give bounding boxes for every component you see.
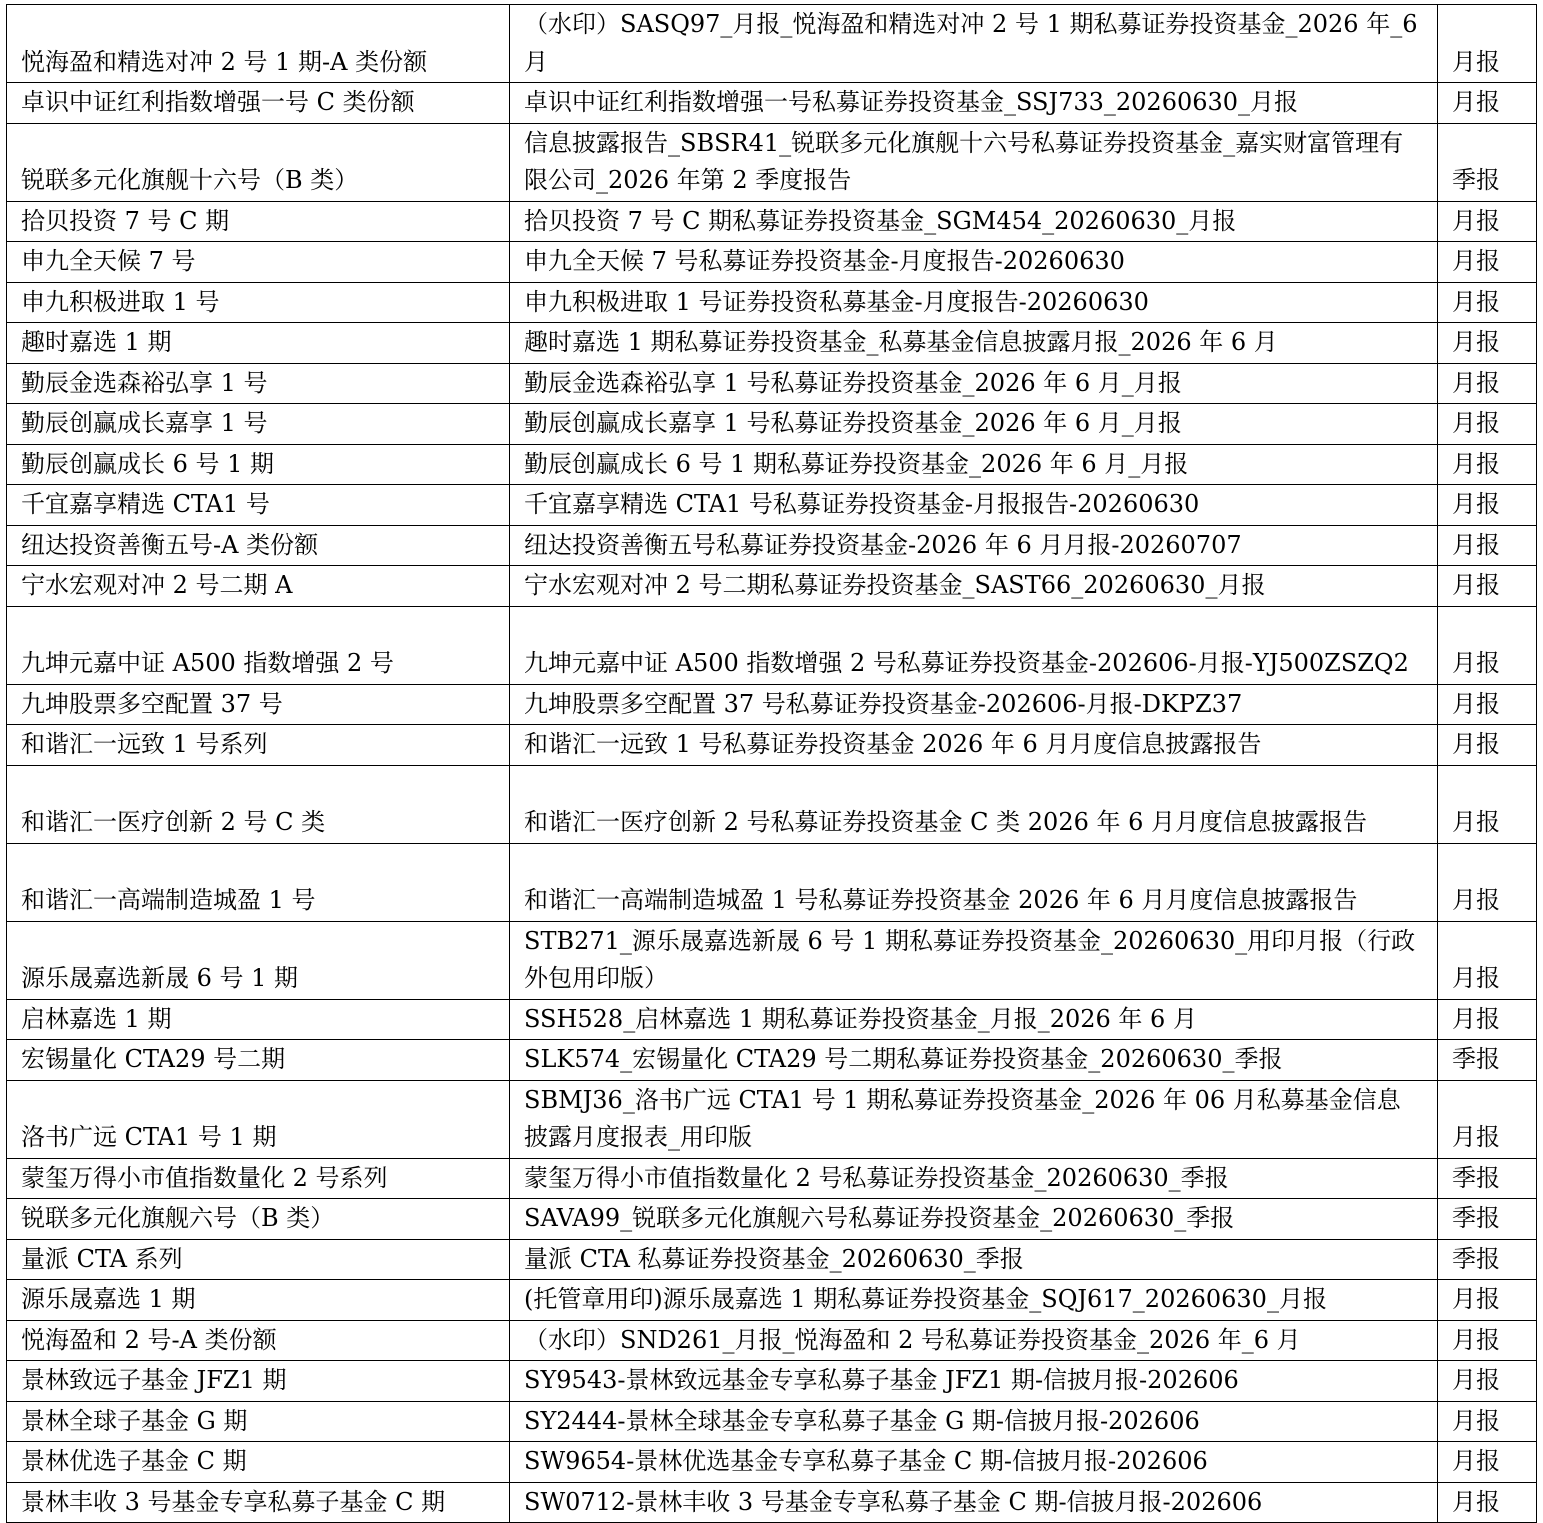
report-file-cell: 拾贝投资 7 号 C 期私募证券投资基金_SGM454_20260630_月报 xyxy=(510,201,1438,242)
report-type-cell: 月报 xyxy=(1438,566,1537,607)
report-file-cell: 卓识中证红利指数增强一号私募证券投资基金_SSJ733_20260630_月报 xyxy=(510,83,1438,124)
report-type-cell: 季报 xyxy=(1438,1158,1537,1199)
report-type-cell: 季报 xyxy=(1438,1239,1537,1280)
table-row xyxy=(7,404,1537,445)
report-file-cell: SSH528_启林嘉选 1 期私募证券投资基金_月报_2026 年 6 月 xyxy=(510,999,1438,1040)
table-row xyxy=(7,1199,1537,1240)
report-type-cell: 月报 xyxy=(1438,242,1537,283)
fund-name-cell: 景林丰收 3 号基金专享私募子基金 C 期 xyxy=(7,1482,510,1523)
report-table xyxy=(6,4,1537,1523)
report-file-cell: SY2444-景林全球基金专享私募子基金 G 期-信披月报-202606 xyxy=(510,1401,1438,1442)
table-row xyxy=(7,1442,1537,1483)
report-file-cell: 信息披露报告_SBSR41_锐联多元化旗舰十六号私募证券投资基金_嘉实财富管理有限公司_2026 年第 2 季度报告 xyxy=(510,123,1438,201)
table-row xyxy=(7,1040,1537,1081)
report-file-cell: SW0712-景林丰收 3 号基金专享私募子基金 C 期-信披月报-202606 xyxy=(510,1482,1438,1523)
fund-name-cell: 拾贝投资 7 号 C 期 xyxy=(7,201,510,242)
table-row xyxy=(7,123,1537,201)
fund-name-cell: 申九积极进取 1 号 xyxy=(7,282,510,323)
fund-name-cell: 锐联多元化旗舰十六号（B 类） xyxy=(7,123,510,201)
fund-name-cell: 景林优选子基金 C 期 xyxy=(7,1442,510,1483)
report-file-cell: SW9654-景林优选基金专享私募子基金 C 期-信披月报-202606 xyxy=(510,1442,1438,1483)
table-row xyxy=(7,684,1537,725)
table-row xyxy=(7,1401,1537,1442)
report-type-cell: 月报 xyxy=(1438,765,1537,843)
report-type-cell: 月报 xyxy=(1438,684,1537,725)
fund-name-cell: 景林全球子基金 G 期 xyxy=(7,1401,510,1442)
fund-name-cell: 卓识中证红利指数增强一号 C 类份额 xyxy=(7,83,510,124)
report-file-cell: 和谐汇一远致 1 号私募证券投资基金 2026 年 6 月月度信息披露报告 xyxy=(510,725,1438,766)
table-row xyxy=(7,1080,1537,1158)
report-type-cell: 月报 xyxy=(1438,1361,1537,1402)
report-file-cell: 和谐汇一高端制造城盈 1 号私募证券投资基金 2026 年 6 月月度信息披露报告 xyxy=(510,843,1438,921)
report-type-cell: 月报 xyxy=(1438,1280,1537,1321)
fund-name-cell: 和谐汇一远致 1 号系列 xyxy=(7,725,510,766)
report-table-body xyxy=(7,5,1537,1523)
report-type-cell: 月报 xyxy=(1438,323,1537,364)
report-file-cell: （水印）SND261_月报_悦海盈和 2 号私募证券投资基金_2026 年_6 月 xyxy=(510,1320,1438,1361)
fund-name-cell: 九坤股票多空配置 37 号 xyxy=(7,684,510,725)
report-type-cell: 月报 xyxy=(1438,999,1537,1040)
report-file-cell: （水印）SASQ97_月报_悦海盈和精选对冲 2 号 1 期私募证券投资基金_2026 年_6 月 xyxy=(510,5,1438,83)
report-file-cell: 勤辰创赢成长 6 号 1 期私募证券投资基金_2026 年 6 月_月报 xyxy=(510,444,1438,485)
report-file-cell: 申九全天候 7 号私募证券投资基金-月度报告-20260630 xyxy=(510,242,1438,283)
table-row xyxy=(7,485,1537,526)
report-file-cell: 趣时嘉选 1 期私募证券投资基金_私募基金信息披露月报_2026 年 6 月 xyxy=(510,323,1438,364)
report-type-cell: 月报 xyxy=(1438,1482,1537,1523)
table-row xyxy=(7,765,1537,843)
table-row xyxy=(7,1361,1537,1402)
report-type-cell: 月报 xyxy=(1438,725,1537,766)
report-file-cell: STB271_源乐晟嘉选新晟 6 号 1 期私募证券投资基金_20260630_用印月报（行政外包用印版） xyxy=(510,921,1438,999)
report-type-cell: 月报 xyxy=(1438,201,1537,242)
report-type-cell: 月报 xyxy=(1438,921,1537,999)
fund-name-cell: 启林嘉选 1 期 xyxy=(7,999,510,1040)
report-file-cell: 千宜嘉享精选 CTA1 号私募证券投资基金-月报报告-20260630 xyxy=(510,485,1438,526)
fund-name-cell: 源乐晟嘉选 1 期 xyxy=(7,1280,510,1321)
fund-name-cell: 九坤元嘉中证 A500 指数增强 2 号 xyxy=(7,606,510,684)
table-row xyxy=(7,282,1537,323)
report-type-cell: 月报 xyxy=(1438,1320,1537,1361)
report-file-cell: SBMJ36_洛书广远 CTA1 号 1 期私募证券投资基金_2026 年 06 月私募基金信息披露月度报表_用印版 xyxy=(510,1080,1438,1158)
fund-name-cell: 量派 CTA 系列 xyxy=(7,1239,510,1280)
report-file-cell: SAVA99_锐联多元化旗舰六号私募证券投资基金_20260630_季报 xyxy=(510,1199,1438,1240)
report-file-cell: 九坤元嘉中证 A500 指数增强 2 号私募证券投资基金-202606-月报-YJ500ZSZQ2 xyxy=(510,606,1438,684)
report-file-cell: 纽达投资善衡五号私募证券投资基金-2026 年 6 月月报-20260707 xyxy=(510,525,1438,566)
fund-name-cell: 蒙玺万得小市值指数量化 2 号系列 xyxy=(7,1158,510,1199)
report-file-cell: 量派 CTA 私募证券投资基金_20260630_季报 xyxy=(510,1239,1438,1280)
fund-name-cell: 申九全天候 7 号 xyxy=(7,242,510,283)
report-type-cell: 月报 xyxy=(1438,843,1537,921)
table-row xyxy=(7,323,1537,364)
fund-name-cell: 宏锡量化 CTA29 号二期 xyxy=(7,1040,510,1081)
fund-name-cell: 锐联多元化旗舰六号（B 类） xyxy=(7,1199,510,1240)
fund-name-cell: 源乐晟嘉选新晟 6 号 1 期 xyxy=(7,921,510,999)
table-row xyxy=(7,1482,1537,1523)
report-type-cell: 月报 xyxy=(1438,1080,1537,1158)
fund-name-cell: 纽达投资善衡五号-A 类份额 xyxy=(7,525,510,566)
report-file-cell: (托管章用印)源乐晟嘉选 1 期私募证券投资基金_SQJ617_20260630_月报 xyxy=(510,1280,1438,1321)
fund-name-cell: 勤辰金选森裕弘享 1 号 xyxy=(7,363,510,404)
table-row xyxy=(7,242,1537,283)
report-type-cell: 月报 xyxy=(1438,525,1537,566)
report-file-cell: SLK574_宏锡量化 CTA29 号二期私募证券投资基金_20260630_季报 xyxy=(510,1040,1438,1081)
fund-name-cell: 和谐汇一医疗创新 2 号 C 类 xyxy=(7,765,510,843)
report-type-cell: 月报 xyxy=(1438,1401,1537,1442)
table-row xyxy=(7,525,1537,566)
fund-name-cell: 悦海盈和精选对冲 2 号 1 期-A 类份额 xyxy=(7,5,510,83)
fund-name-cell: 千宜嘉享精选 CTA1 号 xyxy=(7,485,510,526)
fund-name-cell: 勤辰创赢成长 6 号 1 期 xyxy=(7,444,510,485)
report-type-cell: 月报 xyxy=(1438,1442,1537,1483)
table-row xyxy=(7,566,1537,607)
fund-name-cell: 景林致远子基金 JFZ1 期 xyxy=(7,1361,510,1402)
table-row xyxy=(7,999,1537,1040)
report-type-cell: 季报 xyxy=(1438,1040,1537,1081)
table-row xyxy=(7,1239,1537,1280)
table-row xyxy=(7,606,1537,684)
table-row xyxy=(7,1280,1537,1321)
fund-name-cell: 勤辰创赢成长嘉享 1 号 xyxy=(7,404,510,445)
table-row xyxy=(7,363,1537,404)
report-type-cell: 季报 xyxy=(1438,123,1537,201)
report-type-cell: 月报 xyxy=(1438,83,1537,124)
report-file-cell: 和谐汇一医疗创新 2 号私募证券投资基金 C 类 2026 年 6 月月度信息披露报告 xyxy=(510,765,1438,843)
report-file-cell: 勤辰创赢成长嘉享 1 号私募证券投资基金_2026 年 6 月_月报 xyxy=(510,404,1438,445)
report-file-cell: 九坤股票多空配置 37 号私募证券投资基金-202606-月报-DKPZ37 xyxy=(510,684,1438,725)
fund-name-cell: 悦海盈和 2 号-A 类份额 xyxy=(7,1320,510,1361)
table-row xyxy=(7,1158,1537,1199)
table-row xyxy=(7,843,1537,921)
fund-name-cell: 洛书广远 CTA1 号 1 期 xyxy=(7,1080,510,1158)
report-type-cell: 月报 xyxy=(1438,485,1537,526)
report-type-cell: 月报 xyxy=(1438,444,1537,485)
report-type-cell: 季报 xyxy=(1438,1199,1537,1240)
report-file-cell: 申九积极进取 1 号证券投资私募基金-月度报告-20260630 xyxy=(510,282,1438,323)
fund-name-cell: 趣时嘉选 1 期 xyxy=(7,323,510,364)
report-type-cell: 月报 xyxy=(1438,5,1537,83)
report-type-cell: 月报 xyxy=(1438,404,1537,445)
report-type-cell: 月报 xyxy=(1438,363,1537,404)
report-type-cell: 月报 xyxy=(1438,606,1537,684)
report-file-cell: SY9543-景林致远基金专享私募子基金 JFZ1 期-信披月报-202606 xyxy=(510,1361,1438,1402)
table-row xyxy=(7,83,1537,124)
table-row xyxy=(7,5,1537,83)
table-row xyxy=(7,725,1537,766)
report-file-cell: 勤辰金选森裕弘享 1 号私募证券投资基金_2026 年 6 月_月报 xyxy=(510,363,1438,404)
table-row xyxy=(7,921,1537,999)
report-type-cell: 月报 xyxy=(1438,282,1537,323)
table-row xyxy=(7,444,1537,485)
report-file-cell: 蒙玺万得小市值指数量化 2 号私募证券投资基金_20260630_季报 xyxy=(510,1158,1438,1199)
report-file-cell: 宁水宏观对冲 2 号二期私募证券投资基金_SAST66_20260630_月报 xyxy=(510,566,1438,607)
table-row xyxy=(7,201,1537,242)
fund-name-cell: 宁水宏观对冲 2 号二期 A xyxy=(7,566,510,607)
table-row xyxy=(7,1320,1537,1361)
fund-name-cell: 和谐汇一高端制造城盈 1 号 xyxy=(7,843,510,921)
